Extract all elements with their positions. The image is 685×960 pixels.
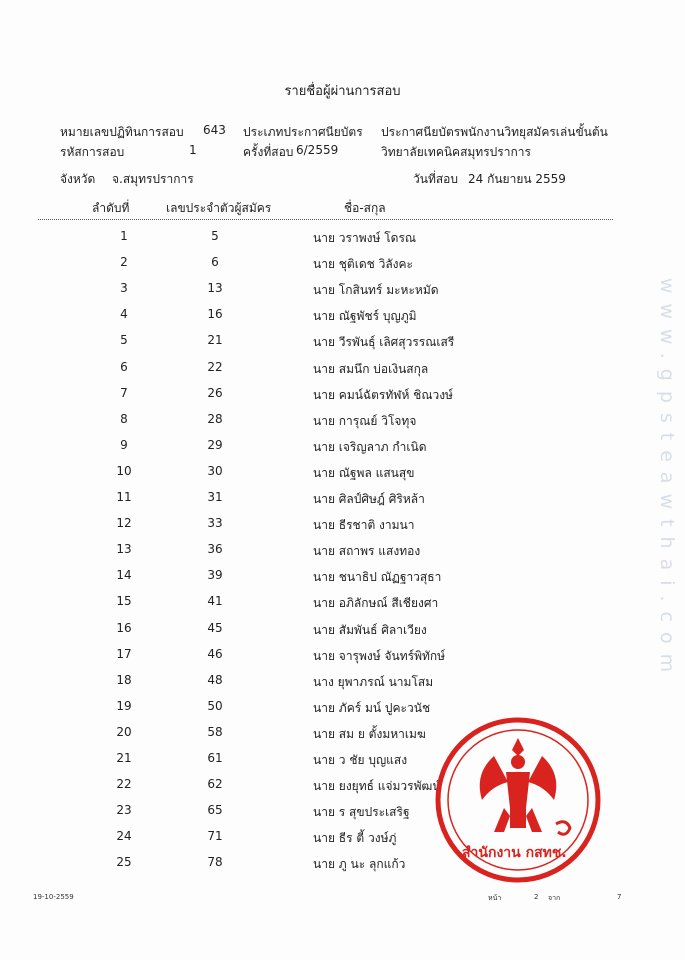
province-value: จ.สมุทรปราการ: [112, 172, 194, 186]
row-order: 12: [116, 516, 132, 531]
row-candidate-number: 41: [207, 594, 223, 609]
row-candidate-number: 26: [207, 385, 223, 400]
seal-text: สำนักงาน กสทช.: [462, 845, 567, 861]
row-candidate-number: 29: [207, 437, 223, 452]
row-name: นาย คมน์ฉัตรทัฬห์ ชิณวงษ์: [313, 387, 453, 402]
table-row: [0, 673, 685, 699]
row-name: นาย ศิลป์ศิษฎ์ ศิริหล้า: [313, 492, 425, 506]
row-name: นาย วราพงษ์ โดรณ: [313, 231, 417, 245]
row-candidate-number: 46: [207, 646, 223, 661]
row-candidate-number: 6: [211, 255, 219, 270]
row-candidate-number: 33: [207, 516, 223, 531]
footer-total-pages: 7: [617, 893, 622, 901]
row-order: 25: [116, 855, 132, 870]
row-candidate-number: 50: [207, 698, 223, 713]
row-order: 19: [116, 698, 132, 713]
row-name: นาย โกสินทร์ มะหะหมัด: [313, 283, 439, 298]
table-row: [0, 360, 685, 386]
table-row: [0, 568, 685, 594]
row-name: นาย สม ย ตั้งมหาเมฆ: [313, 726, 426, 741]
row-order: 16: [116, 620, 132, 635]
exam-code-label: รหัสการสอบ: [60, 145, 125, 159]
row-order: 18: [116, 672, 132, 687]
footer-page-number: 2: [534, 893, 539, 901]
row-candidate-number: 71: [207, 829, 223, 844]
row-order: 23: [116, 803, 132, 818]
row-name: นาย ณัฐพัชร์ บุญภูมิ: [313, 309, 417, 324]
permit-label: หมายเลขปฏิทินการสอบ: [60, 125, 184, 139]
header-divider: [38, 219, 613, 220]
row-name: นาย ชนาธิป ณัฏฐาวสุธา: [313, 570, 442, 585]
row-order: 21: [116, 751, 132, 765]
row-candidate-number: 36: [207, 542, 223, 557]
exam-code-value: 1: [189, 143, 197, 157]
table-row: [0, 281, 685, 307]
footer-page-label: หน้า: [488, 894, 502, 902]
row-order: 10: [116, 463, 132, 478]
table-row: [0, 490, 685, 516]
row-candidate-number: 45: [207, 620, 223, 635]
table-row: [0, 229, 685, 255]
row-order: 13: [116, 542, 132, 557]
province-label: จังหวัด: [60, 172, 96, 186]
row-name: นาย สถาพร แสงทอง: [313, 544, 421, 559]
cert-type-label: ประเภทประกาศนียบัตร: [243, 125, 363, 139]
row-candidate-number: 13: [207, 281, 223, 296]
table-row: [0, 647, 685, 673]
row-name: นาย ณัฐพล แสนสุข: [313, 465, 415, 480]
row-candidate-number: 28: [207, 411, 223, 426]
row-candidate-number: 21: [207, 333, 223, 348]
round-value: 6/2559: [296, 143, 339, 157]
row-candidate-number: 31: [207, 490, 223, 504]
footer-of-label: จาก: [548, 894, 561, 902]
row-order: 24: [116, 829, 132, 844]
table-row: [0, 386, 685, 412]
row-name: นาย ร สุขประเสริฐ: [313, 805, 410, 820]
row-order: 1: [120, 229, 128, 243]
row-name: นาย ภู นะ ลุกแก้ว: [313, 857, 406, 872]
row-order: 14: [116, 568, 132, 583]
table-row: [0, 412, 685, 438]
cert-type-value: ประกาศนียบัตรพนักงานวิทยุสมัครเล่นขั้นต้น: [381, 125, 608, 139]
row-order: 3: [120, 281, 128, 296]
column-header-name: ชื่อ-สกุล: [344, 201, 386, 215]
column-header-candidate-no: เลขประจำตัวผู้สมัคร: [166, 201, 272, 215]
row-name: นาย ธีร ตี้ วงษ์ภู่: [313, 831, 397, 846]
table-row: [0, 307, 685, 333]
row-candidate-number: 65: [207, 803, 223, 818]
table-row: [0, 255, 685, 281]
row-name: นาง ยุพาภรณ์ นามโสม: [313, 674, 434, 689]
row-name: นาย ชุติเดช วิลังคะ: [313, 257, 414, 272]
table-row: [0, 594, 685, 620]
row-name: นาย สัมพันธ์ ศิลาเวียง: [313, 622, 427, 637]
row-name: นาย การุณย์ วิโจทุจ: [313, 413, 417, 428]
row-order: 5: [120, 333, 128, 348]
row-order: 11: [116, 490, 132, 504]
table-row: [0, 333, 685, 359]
row-name: นาย วีรพันธุ์ เลิศสุวรรณเสรี: [313, 335, 455, 350]
row-order: 7: [120, 385, 128, 400]
row-order: 4: [120, 307, 128, 322]
table-row: [0, 542, 685, 568]
row-candidate-number: 61: [207, 751, 223, 765]
row-candidate-number: 39: [207, 568, 223, 583]
table-row: [0, 621, 685, 647]
row-order: 6: [120, 359, 128, 374]
row-order: 8: [120, 411, 128, 426]
row-order: 20: [116, 724, 132, 739]
table-row: [0, 464, 685, 490]
row-name: นาย สมนึก บ่อเงินสกุล: [313, 361, 429, 376]
row-name: นาย ธีรชาติ งามนา: [313, 518, 415, 533]
document-title: รายชื่อผู้ผ่านการสอบ: [284, 84, 401, 99]
row-order: 2: [120, 255, 128, 270]
row-order: 17: [116, 646, 132, 661]
permit-value: 643: [203, 123, 226, 137]
row-candidate-number: 5: [211, 229, 219, 243]
row-candidate-number: 62: [207, 777, 223, 792]
row-name: นาย ภัคร์ มน์ ปูคะวนัช: [313, 700, 431, 715]
row-order: 15: [116, 594, 132, 609]
row-candidate-number: 16: [207, 307, 223, 322]
table-row: [0, 516, 685, 542]
round-label: ครั้งที่สอบ: [243, 145, 294, 159]
row-candidate-number: 48: [207, 672, 223, 687]
table-row: [0, 438, 685, 464]
row-name: นาย ว ชัย บุญแสง: [313, 753, 408, 767]
exam-date-value: 24 กันยายน 2559: [468, 172, 566, 186]
row-order: 9: [120, 437, 128, 452]
row-name: นาย อภิลักษณ์ สีเชียงศา: [313, 596, 439, 611]
column-header-order: ลำดับที่: [92, 201, 130, 215]
row-candidate-number: 22: [207, 359, 223, 374]
row-candidate-number: 58: [207, 724, 223, 739]
watermark: www.gpsteawthai.com: [656, 277, 679, 683]
row-order: 22: [116, 777, 132, 792]
footer-date: 19-10-2559: [33, 893, 74, 901]
row-name: นาย เจริญลาภ กำเนิด: [313, 439, 427, 454]
row-candidate-number: 78: [207, 855, 223, 870]
row-name: นาย ยงยุทธ์ แจ่มวรพัฒน์: [313, 779, 441, 794]
row-name: นาย จารุพงษ์ จันทร์พิทักษ์: [313, 648, 446, 663]
exam-date-label: วันที่สอบ: [413, 172, 458, 186]
venue: วิทยาลัยเทคนิคสมุทรปราการ: [381, 145, 531, 159]
row-candidate-number: 30: [207, 463, 223, 478]
